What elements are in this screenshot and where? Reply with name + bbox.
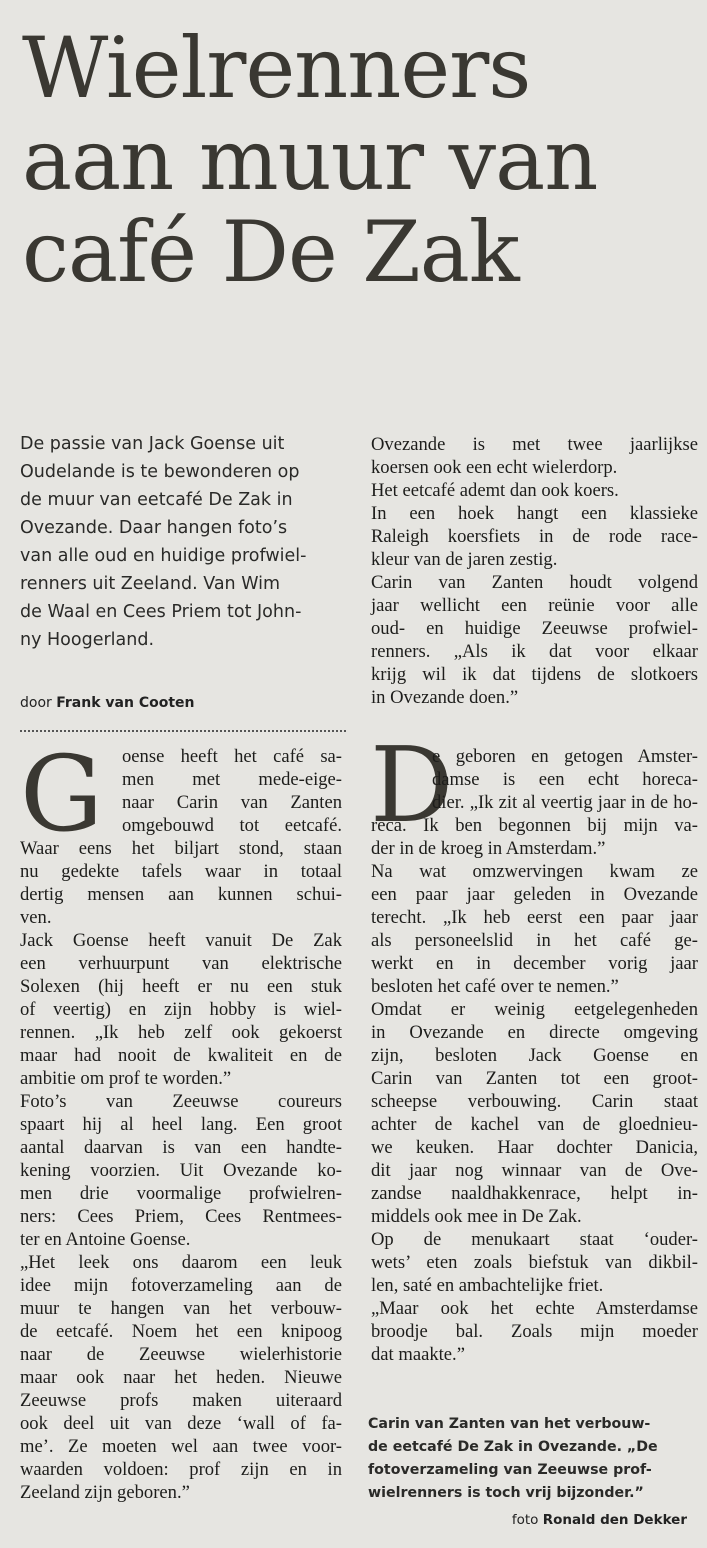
body-line: „Het leek ons daarom een leuk: [20, 1252, 342, 1273]
body-line: Solexen (hij heeft er nu een stuk: [20, 976, 342, 997]
body-line: Raleigh koersfiets in de rode race-: [371, 526, 698, 547]
caption-line: de eetcafé De Zak in Ovezande. „De: [368, 1439, 658, 1455]
body-line: Zeeuwse profs maken uiteraard: [20, 1390, 342, 1411]
left-column-body: [20, 837, 342, 1504]
credit-name: Ronald den Dekker: [542, 1512, 687, 1528]
body-line: oense heeft het café sa-: [122, 746, 342, 767]
body-line: ter en Antoine Goense.: [20, 1229, 191, 1250]
left-column-dropcap-block: [122, 745, 342, 837]
body-line: „Maar ook het echte Amsterdamse: [371, 1298, 698, 1319]
body-line: Jack Goense heeft vanuit De Zak: [20, 930, 342, 951]
body-line: zijn, besloten Jack Goense en: [371, 1045, 698, 1066]
body-line: Waar eens het biljart stond, staan: [20, 838, 342, 859]
body-line: een verhuurpunt van elektrische: [20, 953, 342, 974]
caption-line: wielrenners is toch vrij bijzonder.”: [368, 1485, 644, 1501]
intro-line: Ovezande. Daar hangen foto’s: [20, 518, 288, 538]
body-line: de eetcafé. Noem het een knipoog: [20, 1321, 342, 1342]
body-line: In een hoek hangt een klassieke: [371, 503, 698, 524]
photo-caption: [368, 1413, 696, 1505]
body-line: middels ook mee in De Zak.: [371, 1206, 582, 1227]
body-line: zandse naaldhakkenrace, helpt in-: [371, 1183, 698, 1204]
body-line: e geboren en getogen Amster-: [432, 746, 698, 767]
byline-author: Frank van Cooten: [56, 695, 195, 711]
body-line: Carin van Zanten houdt volgend: [371, 572, 698, 593]
body-line: dit jaar nog winnaar van de Ove-: [371, 1160, 698, 1181]
body-line: dertig mensen aan kunnen schui-: [20, 884, 342, 905]
intro-paragraph: [20, 430, 350, 654]
dropcap-right: D: [370, 724, 454, 846]
body-line: koersen ook een echt wielerdorp.: [371, 457, 618, 478]
body-line: Na wat omzwervingen kwam ze: [371, 861, 698, 882]
body-line: ambitie om prof te worden.”: [20, 1068, 232, 1089]
body-line: Ovezande is met twee jaarlijkse: [371, 434, 698, 455]
body-line: kening voorzien. Uit Ovezande ko-: [20, 1160, 342, 1181]
intro-line: de Waal en Cees Priem tot John-: [20, 602, 302, 622]
headline-line: café De Zak: [22, 203, 519, 301]
headline: [22, 19, 702, 301]
body-line: werkt en in december vorig jaar: [371, 953, 698, 974]
body-line: Op de menukaart staat ‘ouder-: [371, 1229, 698, 1250]
body-line: oud- en huidige Zeeuwse profwiel-: [371, 618, 698, 639]
dotted-divider: [20, 730, 346, 732]
byline: [20, 695, 194, 711]
body-line: of veertig) en zijn hobby is wiel-: [20, 999, 342, 1020]
right-column-dropcap-block: [432, 745, 698, 814]
body-line: als personeelslid in het café ge-: [371, 930, 698, 951]
body-line: we keuken. Haar dochter Danicia,: [371, 1137, 698, 1158]
body-line: dier. „Ik zit al veertig jaar in de ho-: [432, 792, 698, 813]
photo-credit: [512, 1512, 687, 1528]
body-line: krijg wil ik dat tijdens de slotkoers: [371, 664, 698, 685]
intro-line: de muur van eetcafé De Zak in: [20, 490, 293, 510]
intro-line: De passie van Jack Goense uit: [20, 434, 285, 454]
body-line: in Ovezande doen.”: [371, 687, 519, 708]
body-line: muur te hangen van het verbouw-: [20, 1298, 342, 1319]
body-line: der in de kroeg in Amsterdam.”: [371, 838, 606, 859]
caption-line: Carin van Zanten van het verbouw-: [368, 1416, 651, 1432]
body-line: men met mede-eige-: [122, 769, 342, 790]
body-line: idee mijn fotoverzameling aan de: [20, 1275, 342, 1296]
body-line: waarden voldoen: prof zijn en in: [20, 1459, 342, 1480]
dropcap-left: G: [20, 733, 104, 855]
body-line: broodje bal. Zoals mijn moeder: [371, 1321, 698, 1342]
body-line: damse is een echt horeca-: [432, 769, 698, 790]
body-line: naar de Zeeuwse wielerhistorie: [20, 1344, 342, 1365]
body-line: maar had nooit de kwaliteit en de: [20, 1045, 342, 1066]
intro-line: ny Hoogerland.: [20, 630, 155, 650]
byline-prefix: door: [20, 695, 52, 711]
intro-line: Oudelande is te bewonderen op: [20, 462, 300, 482]
body-line: kleur van de jaren zestig.: [371, 549, 558, 570]
body-line: besloten het café over te nemen.”: [371, 976, 619, 997]
body-line: in Ovezande en directe omgeving: [371, 1022, 698, 1043]
credit-prefix: foto: [511, 1512, 539, 1528]
body-line: aantal daarvan is van een handte-: [20, 1137, 342, 1158]
body-line: Carin van Zanten tot een groot-: [371, 1068, 698, 1089]
body-line: me’. Ze moeten wel aan twee voor-: [20, 1436, 342, 1457]
body-line: dat maakte.”: [371, 1344, 465, 1365]
body-line: reca. Ik ben begonnen bij mijn va-: [371, 815, 698, 836]
caption-line: fotoverzameling van Zeeuwse prof-: [368, 1462, 652, 1478]
body-line: jaar wellicht een reünie voor alle: [371, 595, 698, 616]
body-line: men drie voormalige profwielren-: [20, 1183, 342, 1204]
body-line: len, saté en ambachtelijke friet.: [371, 1275, 604, 1296]
body-line: wets’ eten zoals biefstuk van dikbil-: [371, 1252, 698, 1273]
body-line: een paar jaar geleden in Ovezande: [371, 884, 698, 905]
body-line: Foto’s van Zeeuwse coureurs: [20, 1091, 342, 1112]
intro-line: van alle oud en huidige profwiel-: [20, 546, 307, 566]
body-line: Omdat er weinig eetgelegenheden: [371, 999, 698, 1020]
body-line: ook deel uit van deze ‘wall of fa-: [20, 1413, 342, 1434]
right-column-body: [371, 814, 698, 1366]
body-line: omgebouwd tot eetcafé.: [122, 815, 342, 836]
body-line: ven.: [20, 907, 52, 928]
body-line: Het eetcafé ademt dan ook koers.: [371, 480, 619, 501]
right-column-top: [371, 433, 698, 709]
body-line: maar ook naar het heden. Nieuwe: [20, 1367, 342, 1388]
body-line: rennen. „Ik heb zelf ook gekoerst: [20, 1022, 342, 1043]
intro-line: renners uit Zeeland. Van Wim: [20, 574, 281, 594]
body-line: terecht. „Ik heb eerst een paar jaar: [371, 907, 698, 928]
body-line: ners: Cees Priem, Cees Rentmees-: [20, 1206, 342, 1227]
headline-line: Wielrenners: [22, 19, 531, 117]
body-line: scheepse verbouwing. Carin staat: [371, 1091, 698, 1112]
body-line: spaart hij al heel lang. Een groot: [20, 1114, 342, 1135]
body-line: naar Carin van Zanten: [122, 792, 342, 813]
body-line: renners. „Als ik dat voor elkaar: [371, 641, 698, 662]
body-line: Zeeland zijn geboren.”: [20, 1482, 190, 1503]
body-line: nu gedekte tafels waar in totaal: [20, 861, 342, 882]
headline-line: aan muur van: [22, 111, 598, 209]
body-line: achter de kachel van de gloednieu-: [371, 1114, 698, 1135]
